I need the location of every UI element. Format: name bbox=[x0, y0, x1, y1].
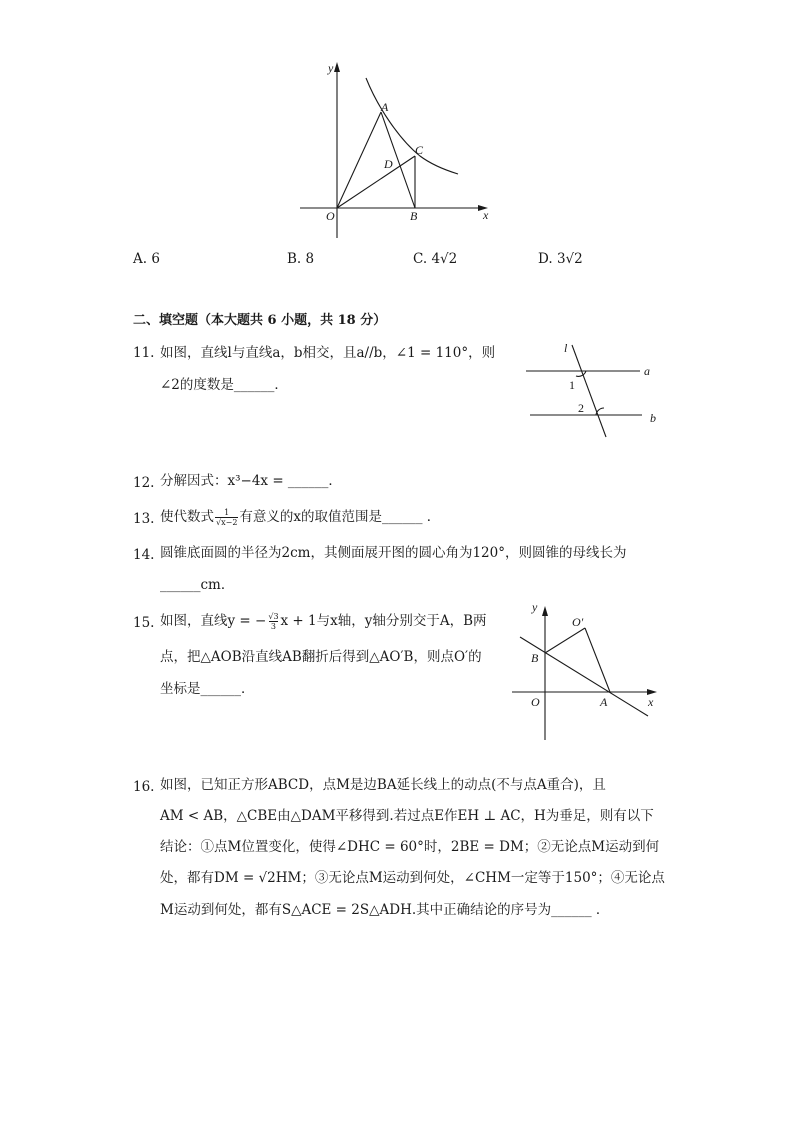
label-l: l bbox=[564, 341, 568, 355]
option-b-value: 8 bbox=[305, 251, 315, 267]
q12-text: 分解因式：x³−4x = ______． bbox=[160, 473, 342, 489]
q15-Oprime-label: O′ bbox=[572, 615, 584, 629]
q11-number: 11. bbox=[133, 345, 155, 361]
segment-BOprime bbox=[545, 628, 585, 653]
q16-line4: 处，都有DM = √2HM；③无论点M运动到何处，∠CHM一定等于150°；④无论点 bbox=[160, 870, 665, 886]
q14-line2: ______cm． bbox=[160, 577, 235, 593]
option-c-value: 4√2 bbox=[431, 251, 458, 267]
segment-OprimeA bbox=[585, 628, 610, 692]
q13-number: 13. bbox=[133, 511, 155, 527]
option-a-letter: A. bbox=[133, 251, 148, 267]
y-label: y bbox=[328, 61, 334, 75]
point-C-label: C bbox=[415, 143, 424, 157]
q15-O-label: O bbox=[531, 695, 540, 709]
x-label: x bbox=[483, 208, 489, 222]
q15-line3: 坐标是______． bbox=[160, 681, 255, 697]
option-d-letter: D. bbox=[538, 251, 553, 267]
q15-A-label: A bbox=[600, 695, 608, 709]
q11-line1: 如图，直线l与直线a，b相交，且a//b，∠1 = 110°，则 bbox=[160, 345, 496, 361]
q13-frac-num: 1 bbox=[224, 507, 230, 517]
q16-line2: AM < AB，△CBE由△DAM平移得到.若过点E作EH ⊥ AC，H为垂足，则有以下 bbox=[160, 808, 654, 824]
label-angle-2: 2 bbox=[578, 401, 584, 415]
label-b: b bbox=[650, 411, 656, 425]
q16-line3: 结论：①点M位置变化，使得∠DHC = 60°时，2BE = DM；②无论点M运动到何 bbox=[160, 839, 660, 855]
q15-B-label: B bbox=[531, 651, 539, 665]
point-B-label: B bbox=[410, 209, 418, 223]
q15-frac-den: 3 bbox=[270, 621, 276, 631]
q15-frac-num: √3 bbox=[268, 611, 279, 621]
label-a: a bbox=[644, 364, 650, 378]
q13-pre: 使代数式 bbox=[160, 509, 214, 525]
section-title: 二、填空题（本大题共 6 小题，共 18 分） bbox=[133, 313, 387, 328]
q15-pre: 如图，直线y = − bbox=[160, 613, 267, 629]
q12-number: 12. bbox=[133, 475, 155, 491]
option-b-letter: B. bbox=[287, 251, 302, 267]
point-A-label: A bbox=[381, 100, 389, 114]
q14-line1: 圆锥底面圆的半径为2cm，其侧面展开图的圆心角为120°，则圆锥的母线长为 bbox=[160, 545, 627, 561]
q15-x-label: x bbox=[648, 695, 654, 709]
point-O-label: O bbox=[326, 209, 335, 223]
q15-y-axis-arrow bbox=[542, 606, 548, 616]
q11-line2: ∠2的度数是______． bbox=[160, 377, 288, 393]
q15-post: x + 1与x轴，y轴分别交于A，B两 bbox=[280, 613, 487, 629]
q15-y-label: y bbox=[532, 600, 538, 614]
q16-line1: 如图，已知正方形ABCD，点M是边BA延长线上的动点(不与点A重合)，且 bbox=[160, 777, 606, 793]
q16-line5: M运动到何处，都有S△ACE = 2S△ADH.其中正确结论的序号为______ ． bbox=[160, 902, 610, 918]
option-d-value: 3√2 bbox=[556, 251, 583, 267]
option-c-letter: C. bbox=[413, 251, 428, 267]
q14-number: 14. bbox=[133, 547, 155, 563]
q15-number: 15. bbox=[133, 615, 155, 631]
option-a-value: 6 bbox=[151, 251, 160, 267]
label-angle-1: 1 bbox=[569, 378, 575, 392]
q15-line2: 点，把△AOB沿直线AB翻折后得到△AO′B，则点O′的 bbox=[160, 649, 482, 665]
q16-number: 16. bbox=[133, 779, 155, 795]
q13-frac-den: √x−2 bbox=[216, 517, 238, 527]
point-D-label: D bbox=[384, 157, 393, 171]
q13-post: 有意义的x的取值范围是______ ． bbox=[239, 509, 441, 525]
